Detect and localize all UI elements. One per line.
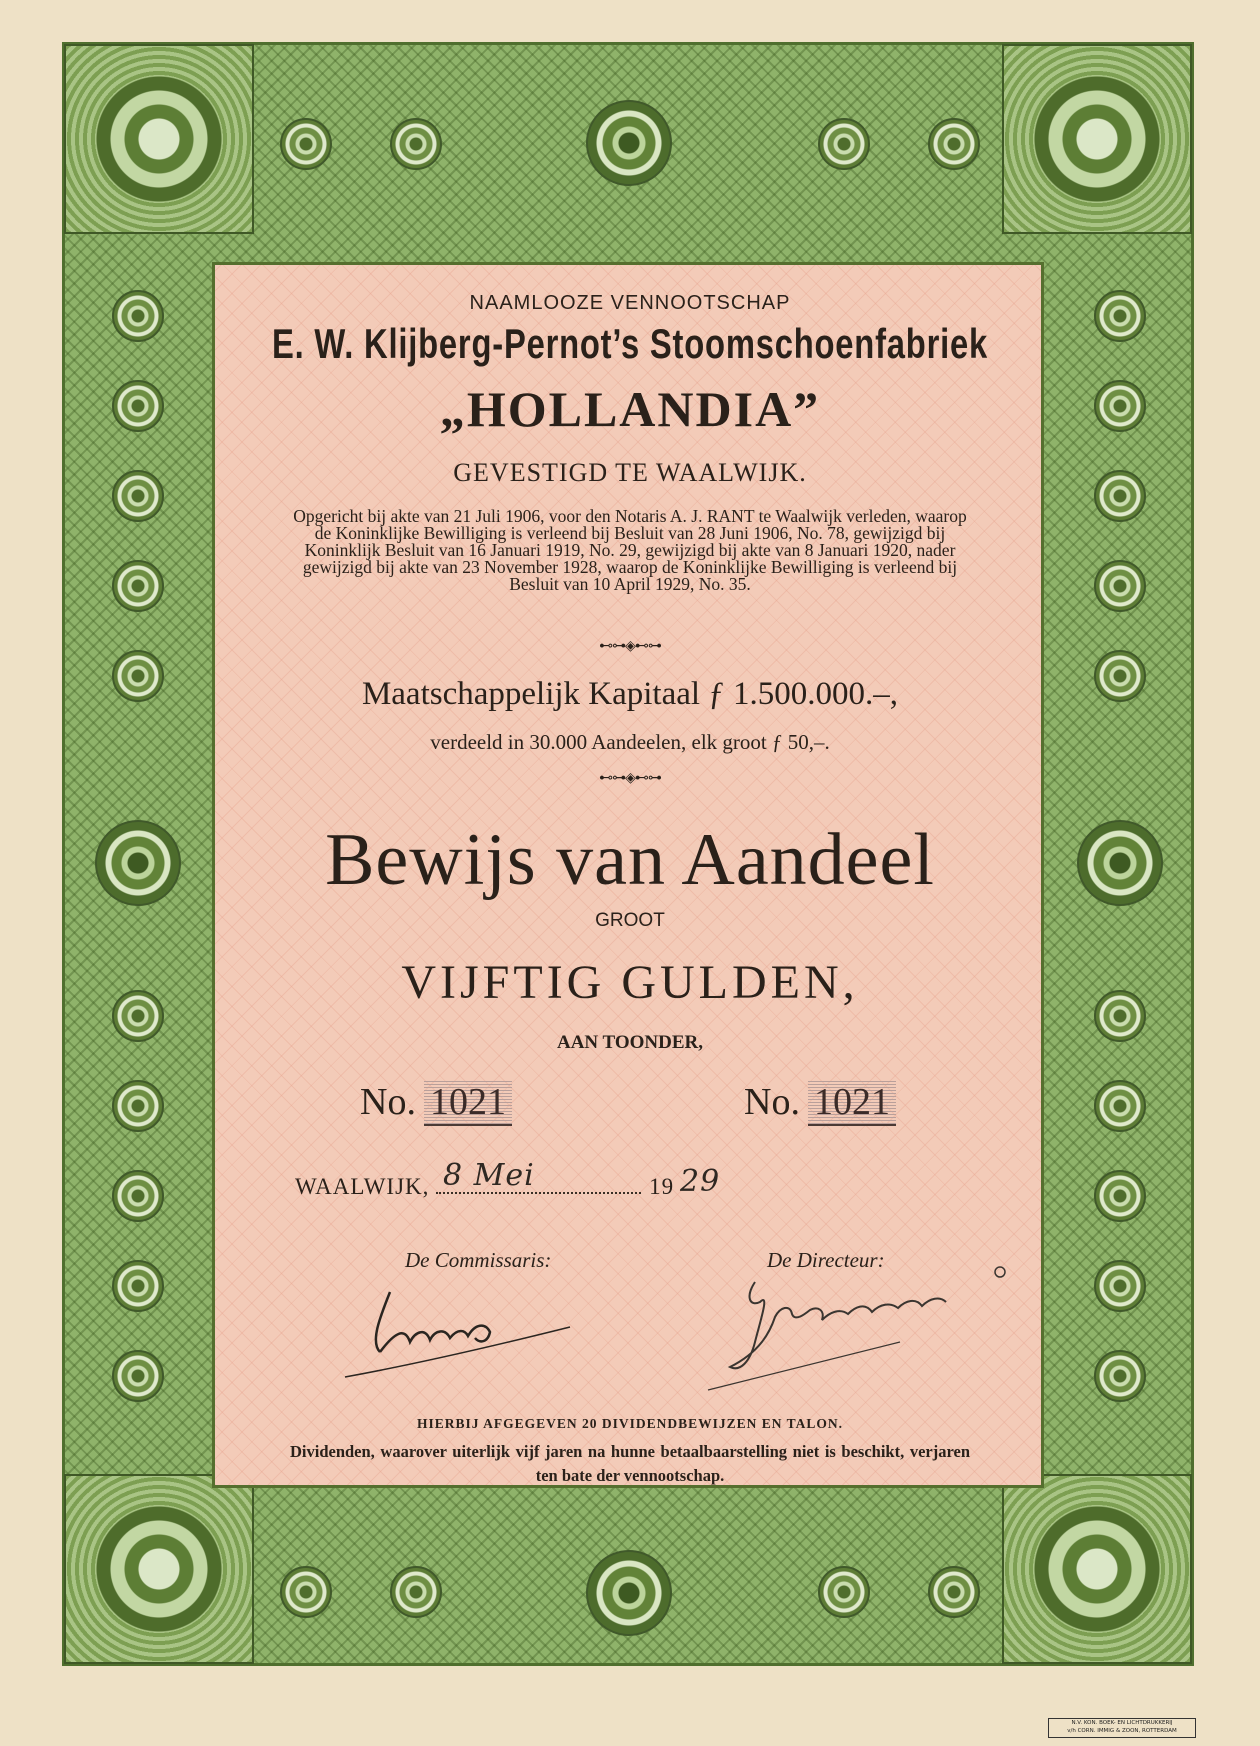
- company-seat: GEVESTIGD TE WAALWIJK.: [453, 458, 807, 487]
- rosette-icon: [1094, 1350, 1146, 1402]
- bearer-label: AAN TOONDER,: [556, 1032, 704, 1053]
- printer-imprint-line: N.V. KON. BOEK- EN LICHTDRUKKERIJ: [1071, 1720, 1173, 1726]
- rosette-icon: [818, 118, 870, 170]
- rosette-icon: [586, 1550, 672, 1636]
- serial-number-right: [744, 1080, 896, 1126]
- serial-number-value: 1021: [808, 1080, 896, 1126]
- amount-in-words: VIJFTIG GULDEN,: [401, 956, 859, 1009]
- rosette-icon: [1094, 1080, 1146, 1132]
- corner-ornament-top-right: [1002, 44, 1192, 234]
- commissaris-label: De Commissaris:: [405, 1248, 552, 1272]
- brand-name: „HOLLANDIA”: [439, 381, 821, 437]
- coupons-note: HIERBIJ AFGEGEVEN 20 DIVIDENDBEWIJZEN EN TALON.: [416, 1416, 844, 1431]
- commissaris-signature: [340, 1272, 580, 1382]
- printer-imprint: [1048, 1718, 1196, 1738]
- share-division: verdeeld in 30.000 Aandeelen, elk groot ƒ 50,–.: [430, 730, 830, 754]
- rosette-icon: [1094, 1170, 1146, 1222]
- number-label: No.: [744, 1081, 800, 1123]
- corner-ornament-top-left: [64, 44, 254, 234]
- rosette-icon: [112, 560, 164, 612]
- rosette-icon: [280, 118, 332, 170]
- corner-ornament-bottom-right: [1002, 1474, 1192, 1664]
- rosette-icon: [390, 1566, 442, 1618]
- rosette-icon: [818, 1566, 870, 1618]
- certificate-title: Bewijs van Aandeel: [325, 819, 935, 901]
- divider-ornament-icon: ⊷⊶◈⊷⊶: [599, 770, 661, 786]
- rosette-icon: [586, 100, 672, 186]
- year-prefix: 19: [649, 1174, 675, 1199]
- dividend-note: Dividenden, waarover uiterlijk vijf jaren na hunne betaalbaarstelling niet is beschikt, verjaren ten bate der vennootschap.: [290, 1442, 970, 1485]
- directeur-signature: [700, 1262, 1020, 1392]
- rosette-icon: [928, 1566, 980, 1618]
- rosette-icon: [390, 118, 442, 170]
- company-form-label: NAAMLOOZE VENNOOTSCHAP: [469, 292, 791, 314]
- corner-ornament-bottom-left: [64, 1474, 254, 1664]
- directeur-label: De Directeur:: [767, 1248, 885, 1272]
- rosette-icon: [928, 118, 980, 170]
- incorporation-text: Opgericht bij akte van 21 Juli 1906, voor den Notaris A. J. RANT te Waalwijk verleden, waarop de Koninklijke Bewilliging is verleend bij Besluit van 28 Juni 1906, No. 78, gewijzigd bij Koninklijk Besluit van 16 Januari 1919, No. 29, gewijzigd bij akte van 8 Januari 1920, nader gewijzigd bij akte van 23 November 1928, waarop de Koninklijke Bewilliging is verleend bij Besluit van 10 April 1929, No. 35.: [293, 506, 967, 594]
- place-label: WAALWIJK,: [295, 1174, 430, 1199]
- handwritten-year: 29: [680, 1164, 721, 1199]
- handwritten-date: 8 Mei: [443, 1158, 535, 1193]
- rosette-icon: [112, 1350, 164, 1402]
- printer-imprint-line: v/h CORN. IMMIG & ZOON, ROTTERDAM: [1067, 1728, 1177, 1734]
- number-label: No.: [360, 1081, 416, 1123]
- rosette-icon: [112, 1080, 164, 1132]
- divider-ornament-icon: ⊷⊶◈⊷⊶: [599, 638, 661, 654]
- serial-number-value: 1021: [424, 1080, 512, 1126]
- rosette-icon: [1094, 560, 1146, 612]
- serial-number-left: [360, 1080, 512, 1126]
- place-date-line: [295, 1158, 721, 1200]
- rosette-icon: [112, 1260, 164, 1312]
- company-name: E. W. Klijberg-Pernot’s Stoomschoenfabriek: [272, 320, 988, 367]
- groot-label: GROOT: [595, 910, 665, 931]
- authorized-capital: Maatschappelijk Kapitaal ƒ 1.500.000.–,: [361, 676, 899, 712]
- rosette-icon: [112, 1170, 164, 1222]
- rosette-icon: [1094, 1260, 1146, 1312]
- rosette-icon: [280, 1566, 332, 1618]
